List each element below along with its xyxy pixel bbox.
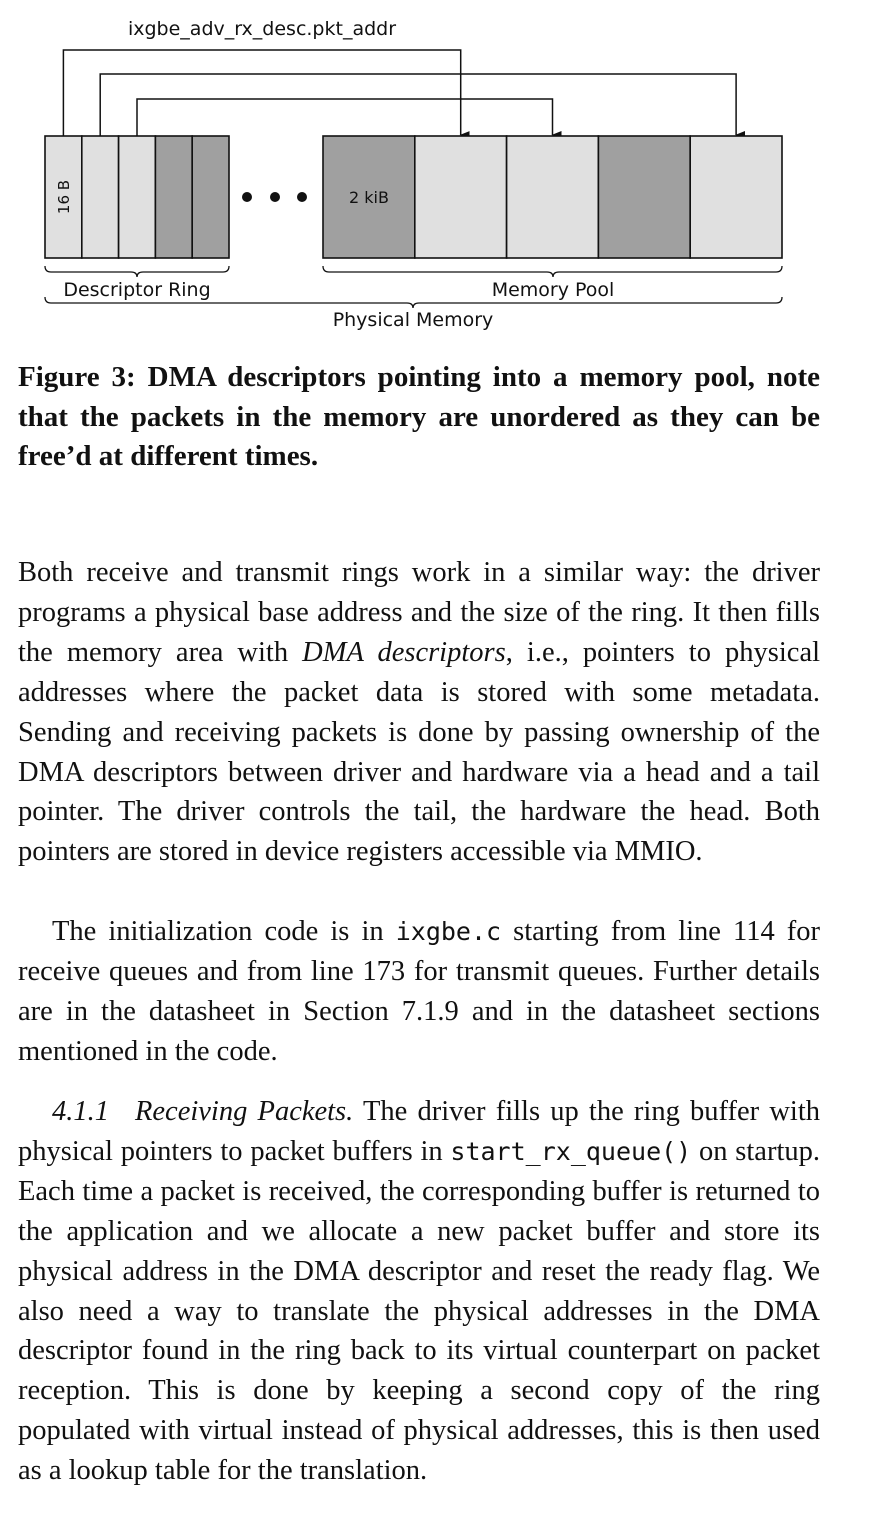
ellipsis-dot <box>270 192 280 202</box>
emphasis-dma-descriptors: DMA descriptors <box>302 636 506 668</box>
descriptor-cell-used <box>155 136 192 258</box>
code-function: start_rx_queue() <box>450 1136 692 1166</box>
pointer-arrow <box>100 74 736 136</box>
pointer-lines <box>63 50 736 136</box>
descriptor-cell-free <box>82 136 119 258</box>
buffer-size-label: 2 kiB <box>349 188 389 207</box>
figure-svg <box>0 0 870 340</box>
ellipsis-dot <box>297 192 307 202</box>
pointer-arrow <box>137 99 553 136</box>
memory-pool-label: Memory Pool <box>491 279 615 301</box>
code-filename: ixgbe.c <box>395 917 502 946</box>
paragraph-text: starting from line 114 for receive queues and from line 173 for transmit queues. Further details are in the datasheet in Section 7.1.9 and in the datasheet sections mentioned in the code. <box>18 916 820 1067</box>
section-title: Receiving Packets. <box>135 1096 354 1127</box>
paragraph-text: , i.e., pointers to physical addresses where the packet data is stored with some metadata. Sending and receiving packets is done by passing ownership of the DMA descriptors between driver and hardware via a head and a tail pointer. The driver controls the tail, the hardware the head. Both pointers are stored in device registers accessible via MMIO. <box>18 636 821 868</box>
pool-buffer-free <box>690 136 782 258</box>
pool-buffer-used <box>598 136 690 258</box>
paragraph-receiving-packets <box>18 1092 820 1491</box>
paragraph-text: The initialization code is in <box>52 916 396 947</box>
descriptor-cell-free <box>119 136 156 258</box>
paragraph-rings <box>18 553 820 872</box>
memory-pool-cells <box>323 136 782 258</box>
pool-buffer-free <box>415 136 507 258</box>
paragraph-text: Both receive and transmit rings work in a similar way: the driver programs a physical base address and the size of the ring. It then fills the memory area with <box>18 557 820 668</box>
paragraph-text: The driver fills up the ring buffer with physical pointers to packet buffers in <box>18 1096 820 1167</box>
paragraph-text: on startup. Each time a packet is received, the corresponding buffer is returned to the application and we allocate a new packet buffer and store its physical address in the DMA descriptor and reset the ready flag. We also need a way to translate the physical addresses in the DMA descriptor found in the ring back to its virtual counterpart on packet reception. This is done by keeping a second copy of the ring populated with virtual instead of physical addresses, this is then used as a lookup table for the translation. <box>18 1135 820 1487</box>
paragraph-initialization <box>18 912 820 1072</box>
section-number: 4.1.1 <box>52 1096 109 1127</box>
physical-memory-label: Physical Memory <box>332 309 494 331</box>
pointer-label: ixgbe_adv_rx_desc.pkt_addr <box>127 18 397 40</box>
pool-buffer-free <box>507 136 599 258</box>
descriptor-ring-brace <box>45 266 229 277</box>
figure-caption: Figure 3: DMA descriptors pointing into a memory pool, note that the packets in the memory are unordered as they can be free’d at different times. <box>18 361 820 472</box>
descriptor-cell-used <box>192 136 229 258</box>
ellipsis-dots <box>242 192 307 202</box>
dma-descriptor-figure <box>0 0 870 340</box>
descriptor-size-label: 16 B <box>55 179 73 215</box>
ellipsis-dot <box>242 192 252 202</box>
descriptor-ring-label: Descriptor Ring <box>63 279 211 301</box>
memory-pool-brace <box>323 266 782 277</box>
pointer-arrow <box>63 50 460 136</box>
